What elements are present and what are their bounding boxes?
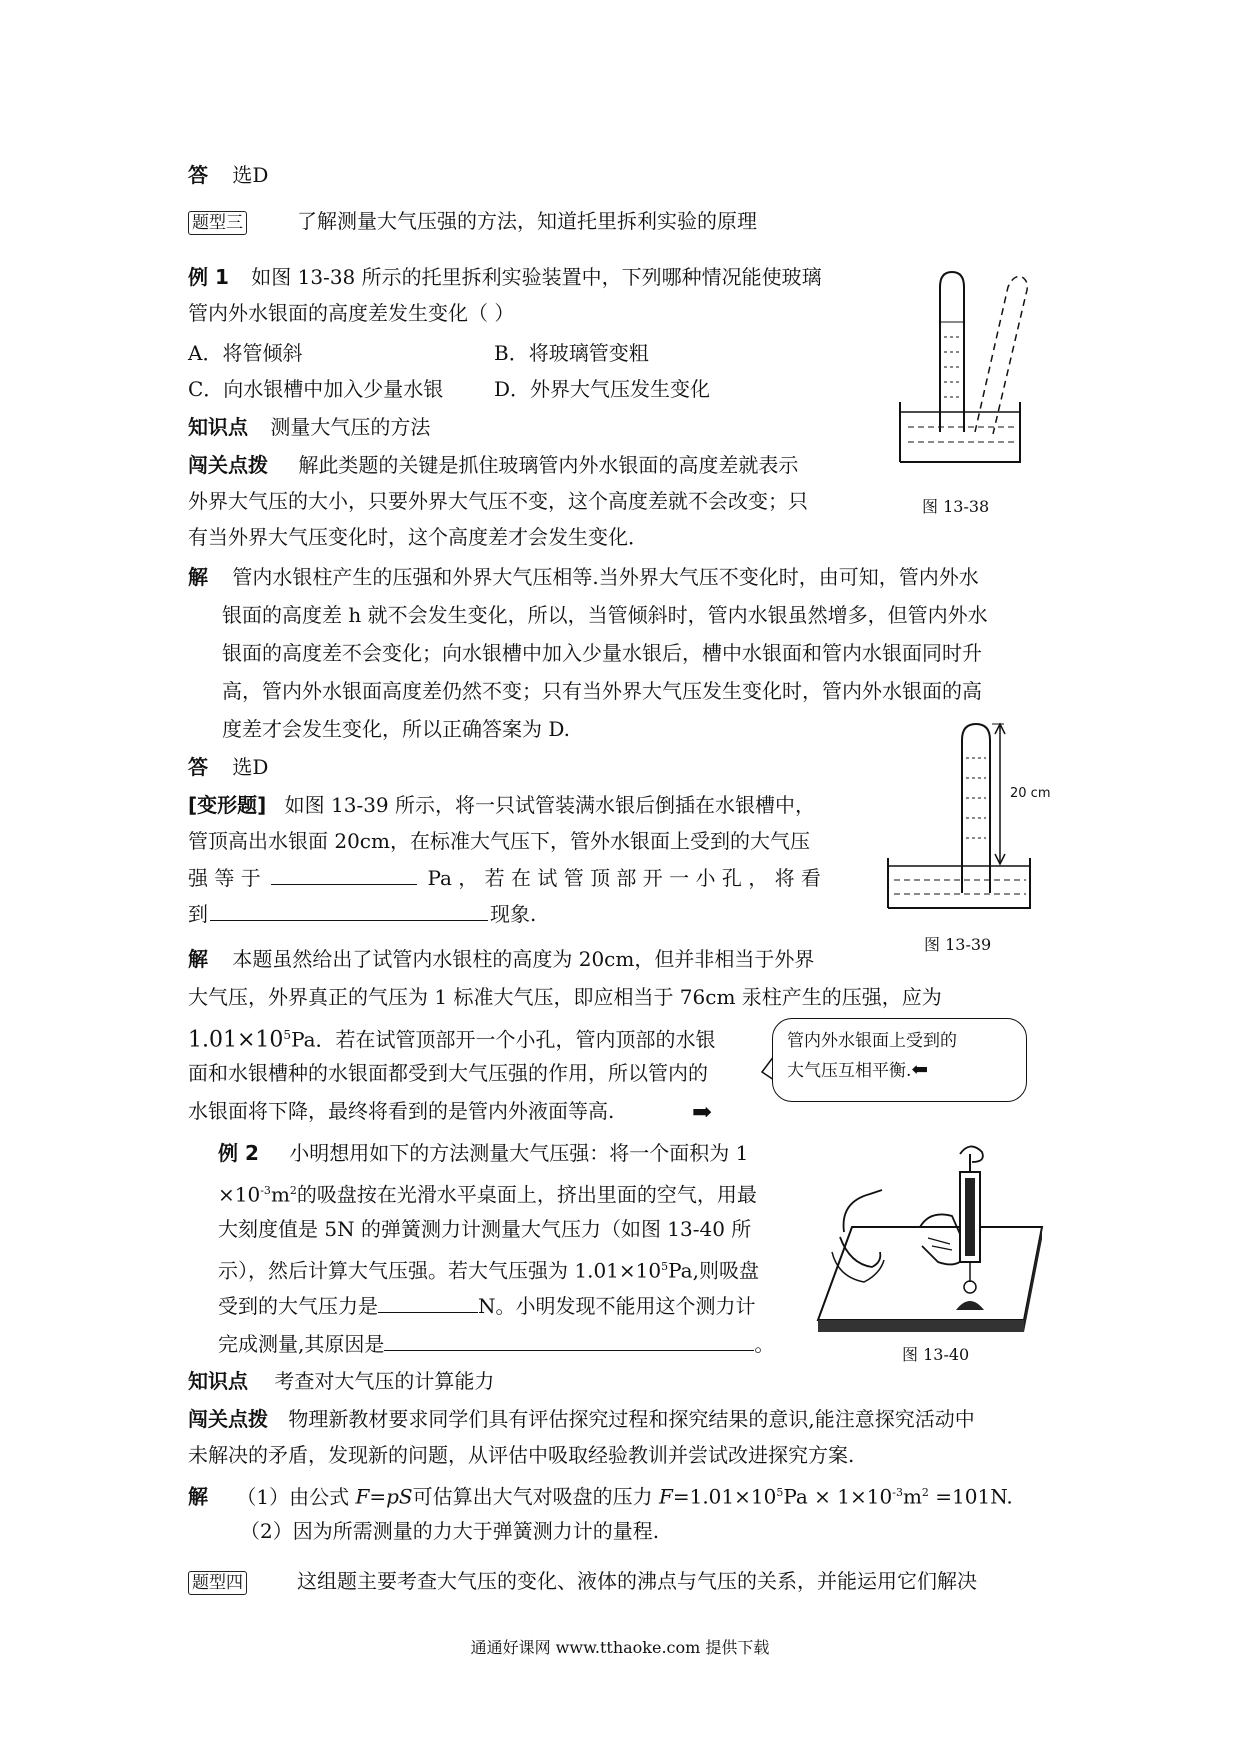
knowledge-point-1 <box>188 412 430 442</box>
tip-1-line-3: 有当外界大气压变化时，这个高度差才会发生变化． <box>188 525 648 549</box>
knowledge-point-1-label: 知识点 <box>188 415 248 439</box>
option-a: A．将管倾斜 <box>188 341 303 365</box>
tip-1-line-1 <box>188 450 798 480</box>
answer-2-label: 答 <box>188 755 208 779</box>
solution-2-line-4: 面和水银槽种的水银面都受到大气压强的作用，所以管内的 <box>188 1061 708 1085</box>
knowledge-point-2-label: 知识点 <box>188 1369 248 1393</box>
tip-1-text-1: 解此类题的关键是抓住玻璃管内外水银面的高度差就表示 <box>298 453 799 477</box>
variant-text-4a: 到 <box>188 902 208 926</box>
bubble-line-1: 管内外水银面上受到的 <box>787 1031 957 1051</box>
variant-text-1: 如图 13-39 所示，将一只试管装满水银后倒插在水银槽中， <box>284 793 816 817</box>
example-1-line-2: 管内外水银面的高度差发生变化（ ） <box>188 301 515 325</box>
example-2-line-2: $\times 10^{-3}m^2$的吸盘按在光滑水平桌面上，挤出里面的空气，用最 <box>218 1182 757 1207</box>
variant-line-4 <box>188 898 536 929</box>
solution-3-line-1: 解 （1）由公式 F=pS可估算出大气对吸盘的压力 $F=1.01\times 10^5Pa \times 1\times 10^{-3}m^2 =101N$. <box>188 1484 1013 1509</box>
solution-1-line-3: 银面的高度差不会变化；向水银槽中加入少量水银后，槽中水银面和管内水银面同时升 <box>222 641 982 665</box>
knowledge-point-2 <box>188 1366 494 1396</box>
solution-2-line-2: 大气压，外界真正的气压为 1 标准大气压，即应相当于 76cm 汞柱产生的压强，应为 <box>188 985 942 1009</box>
solution-2-line-5: 水银面将下降，最终将看到的是管内外液面等高. <box>188 1099 615 1123</box>
figure-13-39-diagram <box>880 718 1040 918</box>
knowledge-point-1-text: 测量大气压的方法 <box>270 415 431 439</box>
figure-13-38-diagram <box>880 262 1040 472</box>
solution-1-line-5: 度差才会发生变化，所以正确答案为 D. <box>222 717 571 741</box>
answer-label: 答 <box>188 163 208 187</box>
solution-3-line-2: （2）因为所需测量的力大于弹簧测力计的量程. <box>240 1519 660 1543</box>
phenomenon-answer-blank[interactable] <box>210 898 488 921</box>
variant-text-4b: 现象. <box>490 902 537 926</box>
figure-13-38-caption: 图 13-38 <box>922 497 990 516</box>
tip-1-label: 闯关点拨 <box>188 453 268 477</box>
option-b: B．将玻璃管变粗 <box>494 341 649 365</box>
topic-3-tag: 题型三 <box>188 211 247 235</box>
example-2-line-3: 大刻度值是 5N 的弹簧测力计测量大气压力（如图 13-40 所 <box>218 1217 752 1241</box>
topic-3-text: 了解测量大气压强的方法，知道托里拆利实验的原理 <box>297 209 757 233</box>
speech-bubble <box>772 1018 1027 1102</box>
example-2-line-6: 完成测量,其原因是 。 <box>218 1328 774 1359</box>
example-2-line-5: 受到的大气压力是 N。小明发现不能用这个测力计 <box>218 1290 756 1321</box>
pressure-exponent: 5 <box>283 1028 292 1042</box>
figure-13-40-diagram <box>810 1142 1046 1352</box>
topic-4-text: 这组题主要考查大气压的变化、液体的沸点与气压的关系，并能运用它们解决 <box>297 1569 977 1593</box>
example-1-label: 例 1 <box>188 265 229 289</box>
tip-2-label: 闯关点拨 <box>188 1407 268 1431</box>
pressure-value: 1.01×10 <box>188 1027 284 1053</box>
pressure-answer-blank[interactable] <box>271 862 417 885</box>
solution-1-line-1 <box>188 562 979 592</box>
answer-2-text: 选D <box>232 755 269 779</box>
figure-13-40-caption: 图 13-40 <box>902 1345 970 1364</box>
answer-text: 选D <box>232 163 269 187</box>
solution-2-label: 解 <box>188 947 208 971</box>
variant-text-3a: 强 等 于 <box>188 866 261 890</box>
solution-2-text-1: 本题虽然给出了试管内水银柱的高度为 20cm，但并非相当于外界 <box>232 947 815 971</box>
option-c: C．向水银槽中加入少量水银 <box>188 377 444 401</box>
variant-line-2: 管顶高出水银面 20cm，在标准大气压下，管外水银面上受到的大气压 <box>188 829 810 853</box>
bubble-line-2: 大气压互相平衡.⬅ <box>787 1057 929 1081</box>
solution-1-text-1: 管内水银柱产生的压强和外界大气压相等.当外界大气压不变化时，由可知，管内外水 <box>232 565 979 589</box>
example-1-line-1 <box>188 262 822 292</box>
variant-line-1 <box>188 790 815 820</box>
tip-2-text-1: 物理新教材要求同学们具有评估探究过程和探究结果的意识,能注意探究活动中 <box>288 1407 975 1431</box>
solution-2-line-1 <box>188 944 814 974</box>
right-arrow-icon: ➡ <box>692 1098 713 1126</box>
example-2-text-1: 小明想用如下的方法测量大气压强：将一个面积为 1 <box>289 1141 749 1165</box>
solution-2-text-3b: Pa．若在试管顶部开一个小孔，管内顶部的水银 <box>291 1027 716 1052</box>
example-2-line-4: 示），然后计算大气压强。若大气压强为 $1.01\times 10^5Pa$,则吸盘 <box>218 1258 759 1283</box>
variant-text-3b: Pa ， 若 在 试 管 顶 部 开 一 小 孔 ， 将 看 <box>427 866 821 890</box>
tip-2-line-2: 未解决的矛盾，发现新的问题，从评估中吸取经验教训并尝试改进探究方案. <box>188 1443 855 1467</box>
example-2-label: 例 2 <box>218 1141 259 1165</box>
example-2-line-1 <box>218 1138 748 1168</box>
example-1-text-1: 如图 13-38 所示的托里拆利实验装置中，下列哪种情况能使玻璃 <box>251 265 822 289</box>
reason-answer-blank[interactable] <box>384 1328 754 1351</box>
option-d: D．外界大气压发生变化 <box>494 377 711 401</box>
answer-line-1 <box>188 160 268 190</box>
topic-3-line <box>188 206 757 236</box>
topic-4-tag: 题型四 <box>188 1571 247 1595</box>
figure-13-39-caption: 图 13-39 <box>924 935 992 954</box>
solution-1-label: 解 <box>188 565 208 589</box>
knowledge-point-2-text: 考查对大气压的计算能力 <box>274 1369 495 1393</box>
solution-1-line-4: 高，管内外水银面高度差仍然不变；只有当外界大气压发生变化时，管内外水银面的高 <box>222 679 982 703</box>
tip-2-line-1 <box>188 1404 975 1434</box>
solution-3-label: 解 <box>188 1484 208 1509</box>
variant-label: [变形题] <box>188 793 267 817</box>
answer-line-2 <box>188 752 268 782</box>
variant-line-3 <box>188 862 821 893</box>
solution-1-line-2: 银面的高度差 h 就不会发生变化，所以，当管倾斜时，管内水银虽然增多，但管内外水 <box>222 603 988 627</box>
topic-4-line <box>188 1566 977 1596</box>
figure-13-39-height-label: 20 cm <box>1010 786 1051 801</box>
left-arrow-icon: ⬅ <box>911 1057 929 1081</box>
page-footer: 通通好课网 www.tthaoke.com 提供下载 <box>470 1638 770 1657</box>
force-answer-blank[interactable] <box>378 1290 478 1313</box>
tip-1-line-2: 外界大气压的大小，只要外界大气压不变，这个高度差就不会改变；只 <box>188 489 808 513</box>
solution-2-line-3 <box>188 1020 716 1056</box>
